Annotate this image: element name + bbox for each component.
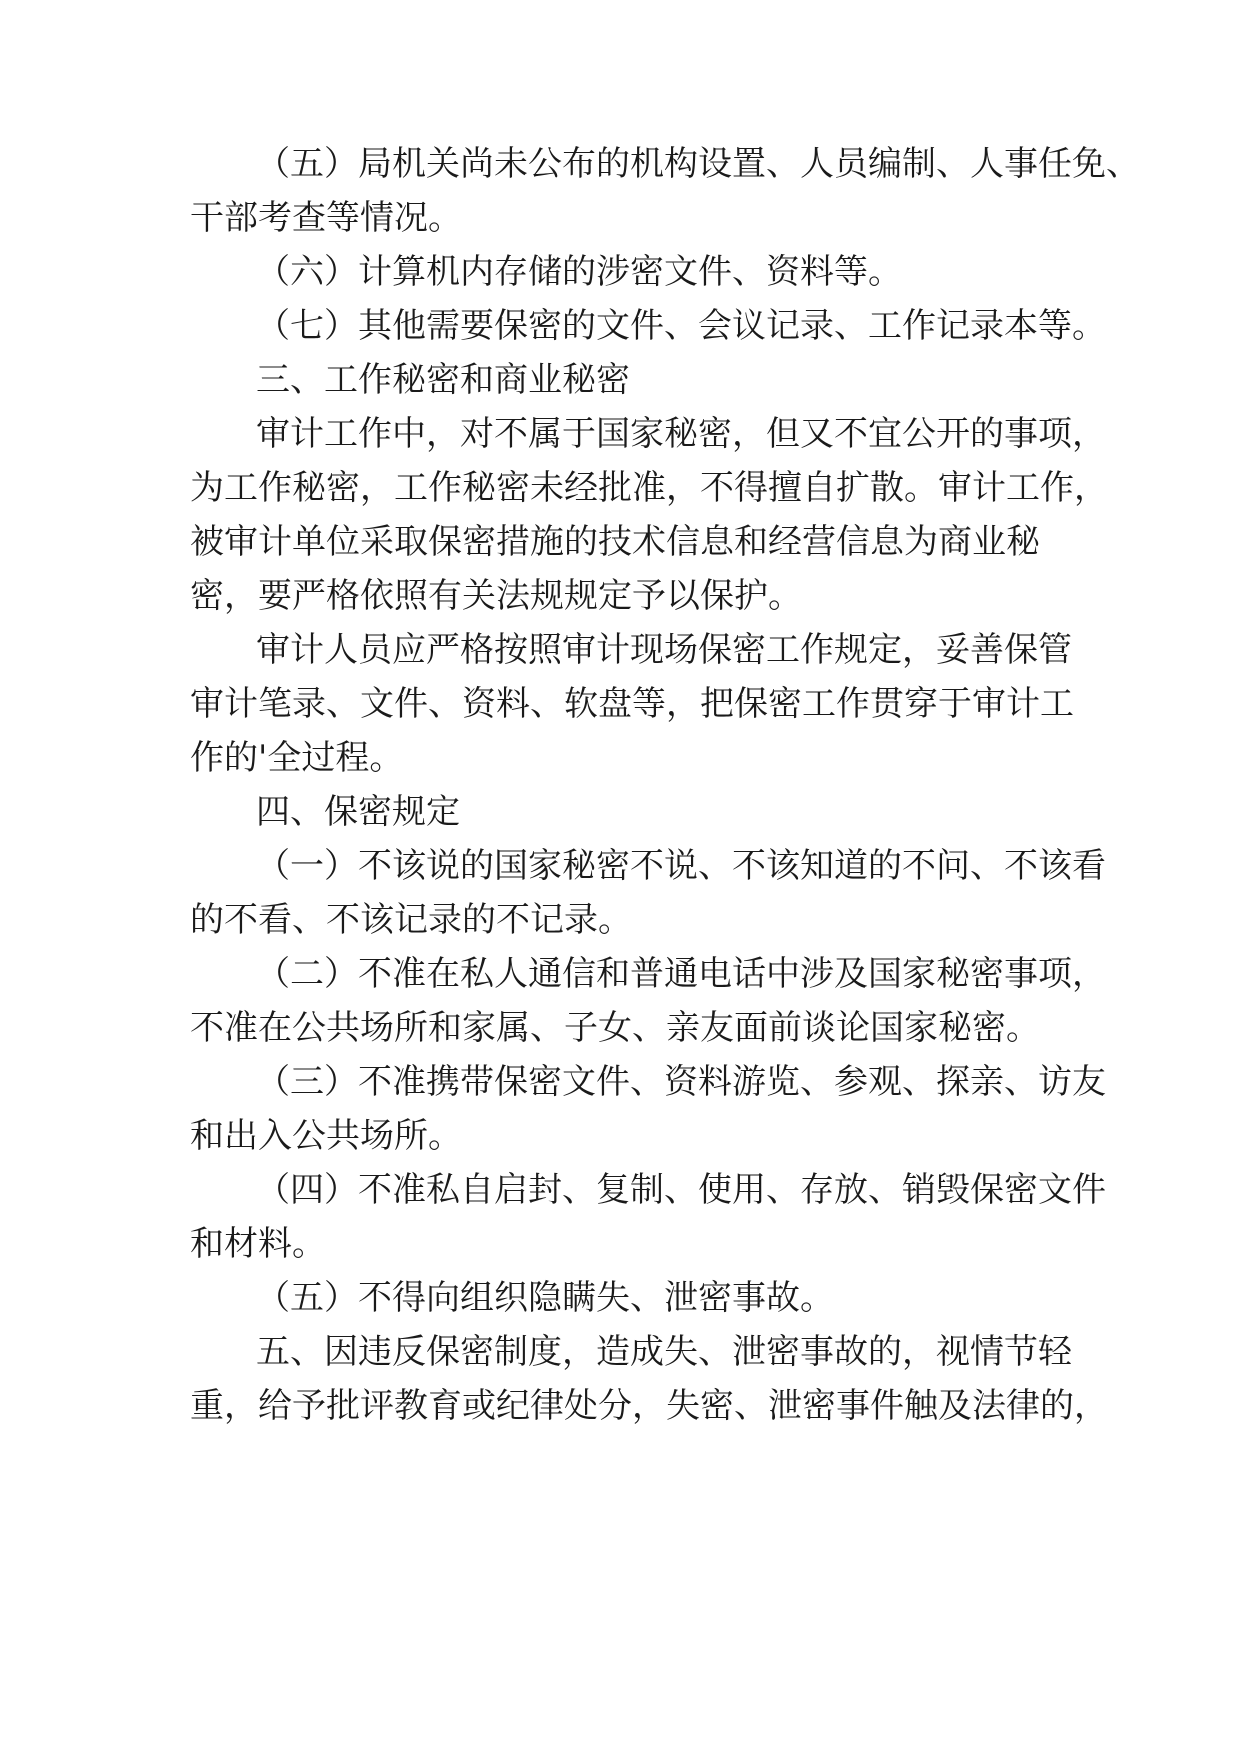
text-line: 重，给予批评教育或纪律处分，失密、泄密事件触及法律的， [190,1386,1108,1426]
text-line: 密，要严格依照有关法规规定予以保护。 [190,576,802,616]
text-line: （五）局机关尚未公布的机构设置、人员编制、人事任免、 [256,144,1140,184]
text-line: （四）不准私自启封、复制、使用、存放、销毁保密文件 [256,1170,1106,1210]
text-line: 被审计单位采取保密措施的技术信息和经营信息为商业秘 [190,522,1040,562]
text-line: 审计笔录、文件、资料、软盘等，把保密工作贯穿于审计工 [190,684,1074,724]
text-line: 干部考查等情况。 [190,198,462,238]
section-heading: 四、保密规定 [256,792,460,832]
section-heading: 三、工作秘密和商业秘密 [256,360,630,400]
text-line: 的不看、不该记录的不记录。 [190,900,632,940]
text-line: （一）不该说的国家秘密不说、不该知道的不问、不该看 [256,846,1106,886]
text-line: 和材料。 [190,1224,326,1264]
text-line: （五）不得向组织隐瞒失、泄密事故。 [256,1278,834,1318]
section-heading: 五、因违反保密制度，造成失、泄密事故的，视情节轻 [256,1332,1072,1372]
text-line: 为工作秘密，工作秘密未经批准，不得擅自扩散。审计工作， [190,468,1108,508]
text-line: （七）其他需要保密的文件、会议记录、工作记录本等。 [256,306,1106,346]
text-line: 作的'全过程。 [190,738,404,778]
text-line: 不准在公共场所和家属、子女、亲友面前谈论国家秘密。 [190,1008,1040,1048]
text-line: 审计工作中，对不属于国家秘密，但又不宜公开的事项， [256,414,1106,454]
text-line: （六）计算机内存储的涉密文件、资料等。 [256,252,902,292]
text-line: （三）不准携带保密文件、资料游览、参观、探亲、访友 [256,1062,1106,1102]
text-line: 和出入公共场所。 [190,1116,462,1156]
text-line: 审计人员应严格按照审计现场保密工作规定，妥善保管 [256,630,1072,670]
text-line: （二）不准在私人通信和普通电话中涉及国家秘密事项， [256,954,1106,994]
